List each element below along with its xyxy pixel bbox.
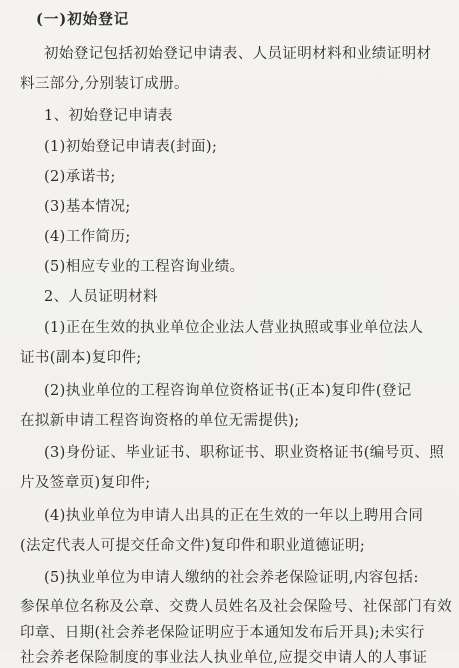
section-1-item-3: (3)基本情况;	[44, 199, 131, 215]
section-1-item-5: (5)相应专业的工程咨询业绩。	[44, 259, 245, 275]
section-2-item-3-line-2: 片及签章页)复印件;	[20, 475, 151, 491]
section-2-item-2-line-2: 在拟新申请工程咨询资格的单位无需提供);	[20, 413, 300, 429]
section-2-item-5-line-2: 参保单位名称及公章、交费人员姓名及社会保险号、社保部门有效	[20, 599, 453, 615]
section-2-item-1-line-2: 证书(副本)复印件;	[20, 350, 142, 366]
section-2-item-5-line-1: (5)执业单位为申请人缴纳的社会养老保险证明,内容包括:	[44, 570, 419, 586]
section-2-item-3-line-1: (3)身份证、毕业证书、职称证书、职业资格证书(编号页、照	[44, 445, 445, 461]
section-2-item-2-line-1: (2)执业单位的工程咨询单位资格证书(正本)复印件(登记	[44, 383, 412, 399]
section-1-item-4: (4)工作简历;	[44, 229, 131, 245]
section-2-item-5-line-4: 社会养老保险制度的事业法人执业单位,应提交申请人的人事证	[20, 650, 428, 666]
section-2-item-4-line-1: (4)执业单位为申请人出具的正在生效的一年以上聘用合同	[44, 508, 424, 524]
section-2-item-4-line-2: (法定代表人可提交任命文件)复印件和职业道德证明;	[20, 538, 366, 554]
section-2-item-1-line-1: (1)正在生效的执业单位企业法人营业执照或事业单位法人	[44, 320, 424, 336]
section-1-title: 1、初始登记申请表	[44, 108, 173, 124]
section-2-title: 2、人员证明材料	[44, 289, 158, 305]
intro-line-2: 料三部分,分别装订成册。	[20, 76, 189, 92]
section-1-item-1: (1)初始登记申请表(封面);	[44, 139, 218, 155]
section-2-item-5-line-3: 印章、日期(社会养老保险证明应于本通知发布后开具);未实行	[20, 625, 425, 641]
intro-line-1: 初始登记包括初始登记申请表、人员证明材料和业绩证明材	[44, 46, 432, 62]
section-heading: (一)初始登记	[36, 11, 130, 28]
section-1-item-2: (2)承诺书;	[44, 169, 116, 185]
